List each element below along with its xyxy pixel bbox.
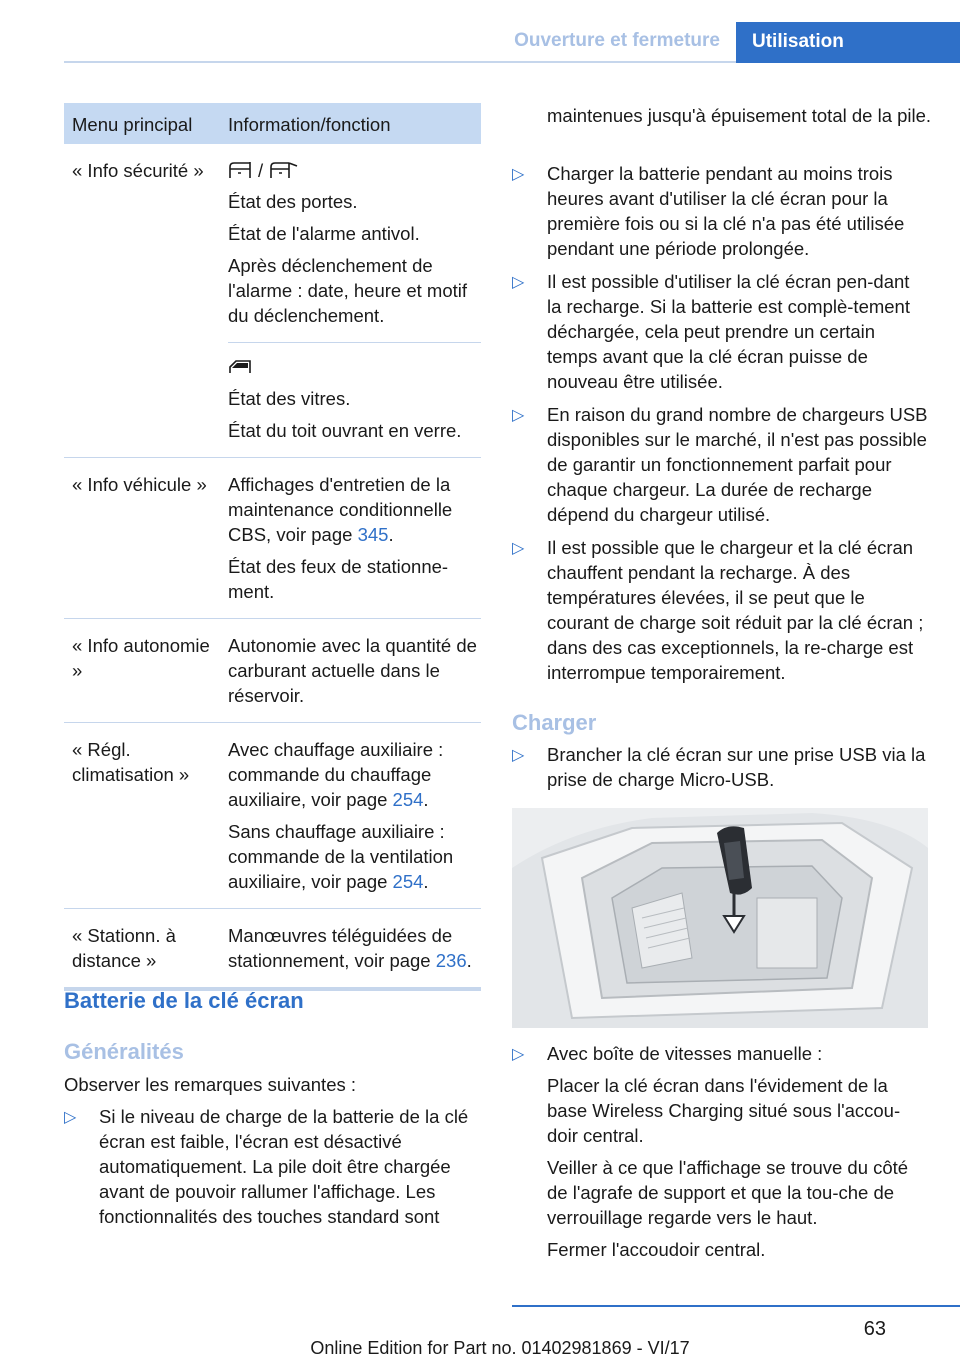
table-header (64, 103, 481, 144)
triangle-right-icon: ▷ (512, 166, 525, 183)
list-item: ▷ Brancher la clé écran sur une prise USB via la prise de charge Micro-USB. (512, 744, 926, 790)
triangle-right-icon: ▷ (64, 1109, 77, 1126)
page-link[interactable]: 254 (392, 789, 424, 810)
row-info-line: État de l'alarme antivol. (228, 223, 420, 244)
list-item: ▷ Si le niveau de charge de la batterie de la clé écran est faible, l'écran est désactivé automatiquement. La pile doit être chargée avant de pouvoir rallumer l'affichage. Les fonctionnalités des touches standard sont (64, 1106, 469, 1227)
list-item: ▷ Avec boîte de vitesses manuelle : Placer la clé écran dans l'évidement de la base Wireless Charging situé sous l'accou‐doir central. Veiller à ce que l'affichage se trouve du côté de l'agrafe de support et que la tou‐che de verrouillage regarde vers le haut. Fermer l'accoudoir central. (512, 1043, 909, 1260)
col-header-info: Information/fonction (228, 114, 391, 135)
footer-edition: Online Edition for Part no. 01402981869 - VI/17 (310, 1338, 690, 1358)
list-item: ▷ Il est possible d'utiliser la clé écran pen‐dant la recharge. Si la batterie est complè‐tement déchargée, cela peut prendre un certain temps avant que la clé écran puisse de nouveau être utilisée. (512, 271, 910, 392)
row-info-line: Autonomie avec la quantité de carburant actuelle dans le réservoir. (228, 635, 477, 706)
row-info-line: État des feux de stationne‐ment. (228, 556, 449, 602)
page-link[interactable]: 345 (357, 524, 389, 545)
icon-separator: / (258, 159, 264, 181)
row-info-line: État du toit ouvrant en verre. (228, 420, 462, 441)
row-menu-label: « Info autonomie » (72, 635, 210, 681)
list-item: ▷ Il est possible que le chargeur et la clé écran chauffent pendant la recharge. À des températures élevées, il se peut que le courant de charge soit réduit par la clé écran ; dans des cas exceptionnels, la re‐charge est interrompue temporairement. (512, 537, 924, 683)
left-bullet-list (64, 1104, 480, 1237)
row-info-line: Manœuvres téléguidées de stationnement, voir page 236. (228, 925, 472, 971)
table-row (64, 619, 481, 723)
row-menu-label: « Info sécurité » (72, 160, 204, 181)
row-info-line: Après déclenchement de l'alarme : date, heure et motif du déclenchement. (228, 255, 468, 326)
header-tab-label: Utilisation (752, 31, 844, 52)
row-info-line: État des vitres. (228, 388, 351, 409)
section-title: Batterie de la clé écran (64, 988, 304, 1013)
table-row (64, 144, 481, 458)
car-door-open-icon (269, 161, 299, 179)
header-section-label: Ouverture et fermeture (514, 30, 720, 51)
manual-gearbox-list (512, 1041, 928, 1270)
row-info-line: Sans chauffage auxiliaire : commande de la ventilation auxiliaire, voir page 254. (228, 821, 454, 892)
row-info-line: Affichages d'entretien de la maintenance conditionnelle CBS, voir page 345. (228, 474, 453, 545)
right-bullet-list (512, 161, 928, 693)
table-row (64, 723, 481, 909)
footer-rule (512, 1305, 960, 1307)
header-tab (736, 22, 960, 63)
triangle-right-icon: ▷ (512, 407, 525, 424)
table-row (64, 458, 481, 619)
row-info-line: État des portes. (228, 191, 358, 212)
list-item: ▷ Charger la batterie pendant au moins trois heures avant d'utiliser la clé écran pour la première fois ou si la clé n'a pas été utilisée pendant une période prolongée. (512, 163, 905, 259)
charger-title: Charger (512, 710, 597, 735)
continued-text: maintenues jusqu'à épuisement total de la pile. (547, 105, 932, 126)
armrest-charging-illustration (512, 808, 928, 1028)
triangle-right-icon: ▷ (512, 274, 525, 291)
menu-table (64, 103, 481, 991)
row-menu-label: « Stationn. à distance » (72, 925, 176, 971)
table-row (64, 909, 481, 987)
list-item: ▷ En raison du grand nombre de chargeurs USB disponibles sur le marché, il n'est pas possible de garantir un fonctionnement parfait pour chaque chargeur. La durée de recharge dépend du chargeur utilisé. (512, 404, 928, 525)
page-link[interactable]: 236 (435, 950, 467, 971)
col-header-menu: Menu principal (72, 114, 193, 135)
car-door-icon (228, 161, 252, 179)
row-info-line: Avec chauffage auxiliaire : commande du chauffage auxiliaire, voir page 254. (228, 739, 444, 810)
page-number: 63 (863, 1318, 886, 1340)
section-intro: Observer les remarques suivantes : (64, 1074, 357, 1095)
triangle-right-icon: ▷ (512, 1046, 525, 1063)
triangle-right-icon: ▷ (512, 747, 525, 764)
row-menu-label: « Régl. climatisation » (72, 739, 190, 785)
car-window-icon (228, 359, 252, 375)
page-link[interactable]: 254 (392, 871, 424, 892)
triangle-right-icon: ▷ (512, 540, 525, 557)
row-menu-label: « Info véhicule » (72, 474, 207, 495)
charger-bullet-list (512, 742, 928, 800)
section-subtitle: Généralités (64, 1039, 184, 1064)
